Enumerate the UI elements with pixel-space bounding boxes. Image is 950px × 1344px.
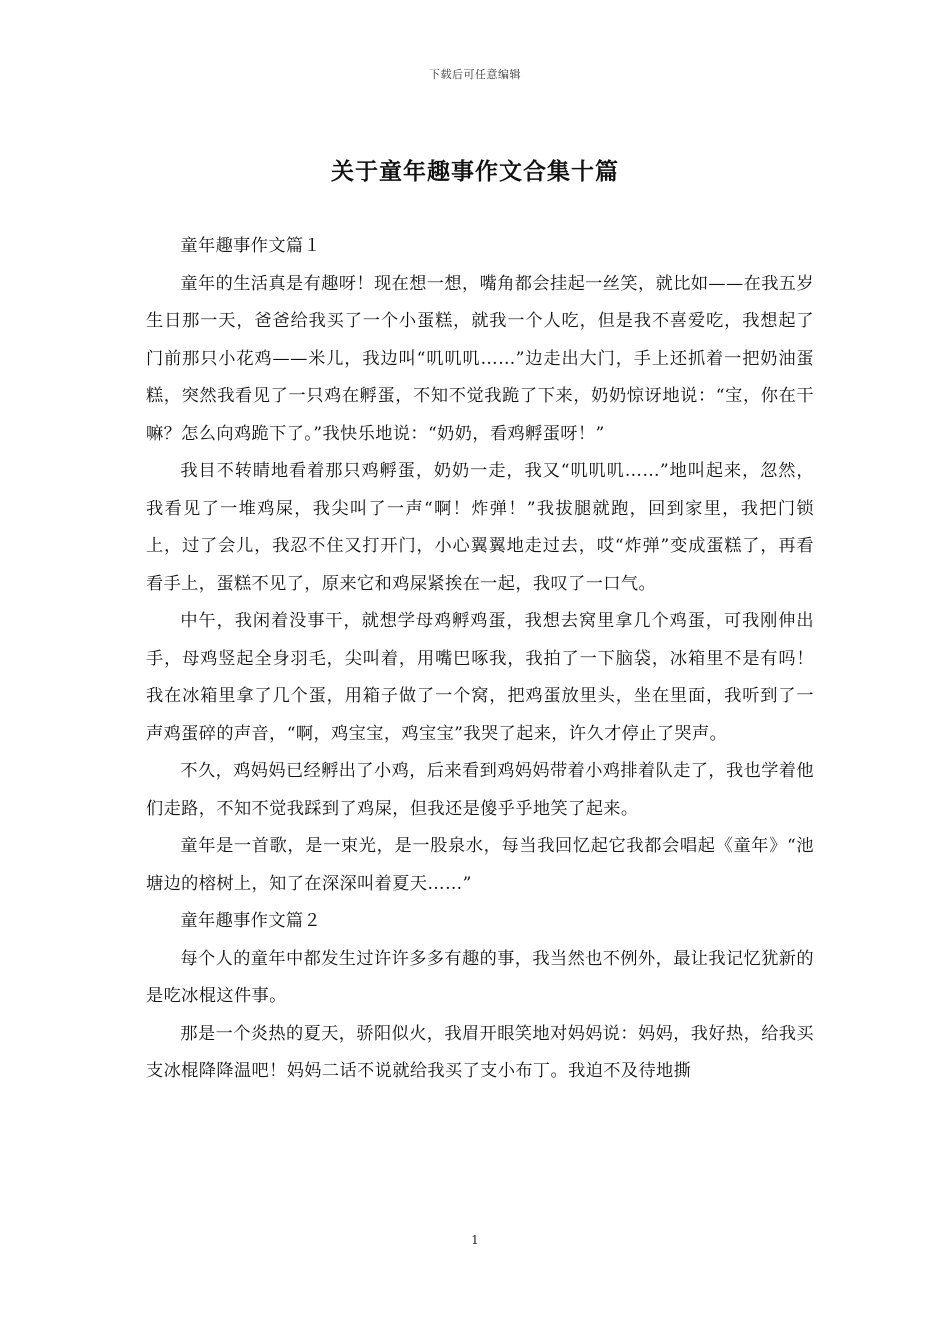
- paragraph: 中午，我闲着没事干，就想学母鸡孵鸡蛋，我想去窝里拿几个鸡蛋，可我刚伸出手，母鸡竖起全身羽毛，尖叫着，用嘴巴啄我，我拍了一下脑袋，冰箱里不是有吗！我在冰箱里拿了几个蛋，用箱子做了一个窝，把鸡蛋放里头，坐在里面，我听到了一声鸡蛋碎的声音，“啊，鸡宝宝，鸡宝宝”我哭了起来，许久才停止了哭声。: [146, 611, 814, 744]
- page-number: 1: [471, 1233, 479, 1247]
- header-note: 下载后可任意编辑: [429, 68, 521, 81]
- paragraph: 那是一个炎热的夏天，骄阳似火，我眉开眼笑地对妈妈说：妈妈，我好热，给我买支冰棍降降温吧！妈妈二话不说就给我买了支小布丁。我迫不及待地撕: [146, 1023, 814, 1081]
- paragraph: 童年是一首歌，是一束光，是一股泉水，每当我回忆起它我都会唱起《童年》“池塘边的榕树上，知了在深深叫着夏天……”: [146, 836, 814, 894]
- paragraph: 童年的生活真是有趣呀！现在想一想，嘴角都会挂起一丝笑，就比如——在我五岁生日那一天，爸爸给我买了一个小蛋糕，就我一个人吃，但是我不喜爱吃，我想起了门前那只小花鸡——米儿，我边叫“叽叽叽……”边走出大门，手上还抓着一把奶油蛋糕，突然我看见了一只鸡在孵蛋，不知不觉我跪了下来，奶奶惊讶地说：“宝，你在干嘛？怎么向鸡跪下了。”我快乐地说：“奶奶，看鸡孵蛋呀！”: [146, 273, 814, 444]
- paragraph: 我目不转睛地看着那只鸡孵蛋，奶奶一走，我又“叽叽叽……”地叫起来，忽然，我看见了一堆鸡屎，我尖叫了一声“啊！炸弹！”我拔腿就跑，回到家里，我把门锁上，过了会儿，我忍不住又打开门，小心翼翼地走过去，哎“炸弹”变成蛋糕了，再看看手上，蛋糕不见了，原来它和鸡屎紧挨在一起，我叹了一口气。: [146, 461, 814, 594]
- section-heading: 童年趣事作文篇２: [180, 911, 322, 931]
- section-heading: 童年趣事作文篇１: [180, 236, 322, 256]
- paragraph: 每个人的童年中都发生过许许多多有趣的事，我当然也不例外，最让我记忆犹新的是吃冰棍这件事。: [146, 948, 814, 1006]
- document-body: [146, 228, 814, 1091]
- document-title: 关于童年趣事作文合集十篇: [331, 158, 619, 185]
- paragraph: 不久，鸡妈妈已经孵出了小鸡，后来看到鸡妈妈带着小鸡排着队走了，我也学着他们走路，不知不觉我踩到了鸡屎，但我还是傻乎乎地笑了起来。: [146, 761, 814, 819]
